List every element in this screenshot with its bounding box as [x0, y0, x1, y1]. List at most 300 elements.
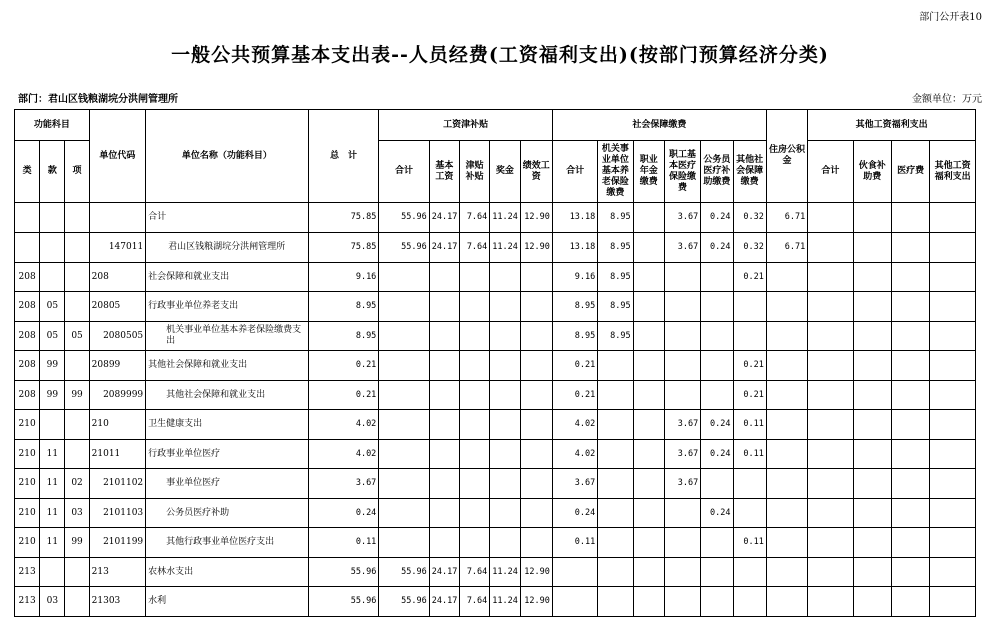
total-cell: 8.95 [308, 292, 379, 322]
sub-header: 其他工资福利支出 [930, 141, 976, 203]
xiang-cell [65, 558, 89, 587]
table-row [15, 233, 976, 263]
lei-header: 类 [15, 141, 40, 203]
annuity-cell [633, 558, 664, 587]
bonus-cell: 11.24 [490, 558, 520, 587]
unit-name-header: 单位名称（功能科目） [146, 110, 309, 203]
sub-header: 绩效工资 [520, 141, 552, 203]
other-social-cell [733, 587, 766, 617]
medical-insurance-cell [664, 558, 700, 587]
lei-cell: 210 [15, 528, 40, 558]
basic-wage-cell [429, 528, 459, 558]
basic-wage-cell: 24.17 [429, 558, 459, 587]
basic-wage-cell: 24.17 [429, 203, 459, 233]
lei-cell: 208 [15, 292, 40, 322]
unit-code-cell: 2101199 [89, 528, 146, 558]
annuity-cell [633, 233, 664, 263]
meal-cell [853, 381, 891, 410]
other-welfare-cell [930, 292, 976, 322]
wage-total-cell: 55.96 [379, 203, 429, 233]
other-total-cell [808, 233, 853, 263]
other-welfare-cell [930, 410, 976, 440]
other-social-cell [733, 322, 766, 351]
civil-medical-cell: 0.24 [701, 203, 733, 233]
medical-insurance-cell [664, 292, 700, 322]
other-total-cell [808, 587, 853, 617]
sub-header: 公务员医疗补助缴费 [701, 141, 733, 203]
sub-header: 津贴补贴 [460, 141, 490, 203]
pension-cell: 8.95 [598, 233, 633, 263]
table-row [15, 381, 976, 410]
meal-cell [853, 203, 891, 233]
housing-fund-cell [766, 351, 807, 381]
allowance-cell [460, 410, 490, 440]
wage-total-cell: 55.96 [379, 233, 429, 263]
table-row [15, 528, 976, 558]
other-social-cell: 0.11 [733, 410, 766, 440]
sub-header: 职业年金缴费 [633, 141, 664, 203]
medical-fee-cell [891, 322, 929, 351]
meal-cell [853, 263, 891, 292]
unit-name-cell: 其他社会保障和就业支出 [146, 351, 309, 381]
civil-medical-cell [701, 351, 733, 381]
kuan-cell [40, 263, 65, 292]
lei-cell: 210 [15, 440, 40, 469]
medical-insurance-cell [664, 587, 700, 617]
func-subject-header: 功能科目 [15, 110, 90, 141]
medical-fee-cell [891, 587, 929, 617]
table-row [15, 263, 976, 292]
pension-cell [598, 410, 633, 440]
medical-fee-cell [891, 469, 929, 499]
annuity-cell [633, 469, 664, 499]
meal-cell [853, 440, 891, 469]
table-row [15, 410, 976, 440]
total-cell: 4.02 [308, 410, 379, 440]
bonus-cell: 11.24 [490, 587, 520, 617]
social-total-cell: 9.16 [552, 263, 597, 292]
performance-wage-cell [520, 263, 552, 292]
social-total-cell: 8.95 [552, 292, 597, 322]
total-cell: 0.21 [308, 351, 379, 381]
unit-name-cell: 卫生健康支出 [146, 410, 309, 440]
wage-total-cell [379, 263, 429, 292]
sub-header: 其他社会保障缴费 [733, 141, 766, 203]
total-cell: 55.96 [308, 587, 379, 617]
pension-cell: 8.95 [598, 203, 633, 233]
pension-cell [598, 499, 633, 528]
annuity-cell [633, 203, 664, 233]
wage-total-cell [379, 499, 429, 528]
wage-total-cell [379, 351, 429, 381]
annuity-cell [633, 263, 664, 292]
unit-name-cell: 机关事业单位基本养老保险缴费支出 [146, 322, 309, 351]
lei-cell: 208 [15, 322, 40, 351]
medical-insurance-cell [664, 499, 700, 528]
unit-name-cell: 君山区钱粮湖垸分洪闸管理所 [146, 233, 309, 263]
kuan-cell: 11 [40, 499, 65, 528]
social-total-cell: 4.02 [552, 440, 597, 469]
table-row [15, 587, 976, 617]
housing-fund-cell [766, 381, 807, 410]
medical-insurance-cell [664, 263, 700, 292]
other-social-cell [733, 469, 766, 499]
civil-medical-cell [701, 292, 733, 322]
other-total-cell [808, 558, 853, 587]
pension-cell [598, 558, 633, 587]
table-body [15, 203, 976, 617]
xiang-cell [65, 587, 89, 617]
other-social-cell: 0.11 [733, 440, 766, 469]
lei-cell: 208 [15, 351, 40, 381]
bonus-cell: 11.24 [490, 233, 520, 263]
other-total-cell [808, 322, 853, 351]
performance-wage-cell [520, 499, 552, 528]
housing-fund-cell [766, 558, 807, 587]
other-welfare-cell [930, 233, 976, 263]
medical-fee-cell [891, 263, 929, 292]
civil-medical-cell [701, 558, 733, 587]
medical-insurance-cell: 3.67 [664, 410, 700, 440]
annuity-cell [633, 587, 664, 617]
lei-cell [15, 203, 40, 233]
medical-fee-cell [891, 203, 929, 233]
medical-fee-cell [891, 440, 929, 469]
wage-allowance-header: 工资津补贴 [379, 110, 553, 141]
meal-cell [853, 587, 891, 617]
other-total-cell [808, 499, 853, 528]
social-total-cell [552, 558, 597, 587]
basic-wage-cell [429, 440, 459, 469]
unit-name-cell: 公务员医疗补助 [146, 499, 309, 528]
wage-total-cell [379, 440, 429, 469]
medical-fee-cell [891, 292, 929, 322]
annuity-cell [633, 440, 664, 469]
other-total-cell [808, 292, 853, 322]
sub-header: 合计 [808, 141, 853, 203]
kuan-cell [40, 410, 65, 440]
performance-wage-cell [520, 528, 552, 558]
medical-insurance-cell: 3.67 [664, 469, 700, 499]
medical-insurance-cell [664, 528, 700, 558]
total-cell: 0.24 [308, 499, 379, 528]
other-welfare-cell [930, 440, 976, 469]
allowance-cell [460, 528, 490, 558]
medical-fee-cell [891, 381, 929, 410]
total-cell: 4.02 [308, 440, 379, 469]
allowance-cell [460, 292, 490, 322]
other-welfare-cell [930, 322, 976, 351]
medical-fee-cell [891, 528, 929, 558]
medical-insurance-cell [664, 322, 700, 351]
sub-header: 基本工资 [429, 141, 459, 203]
pension-cell [598, 351, 633, 381]
other-total-cell [808, 528, 853, 558]
allowance-cell [460, 322, 490, 351]
performance-wage-cell: 12.90 [520, 558, 552, 587]
other-total-cell [808, 381, 853, 410]
social-total-cell [552, 587, 597, 617]
meal-cell [853, 351, 891, 381]
basic-wage-cell [429, 351, 459, 381]
pension-cell [598, 587, 633, 617]
total-header: 总 计 [308, 110, 379, 203]
meal-cell [853, 528, 891, 558]
total-cell: 9.16 [308, 263, 379, 292]
annuity-cell [633, 410, 664, 440]
civil-medical-cell [701, 528, 733, 558]
kuan-cell: 99 [40, 381, 65, 410]
civil-medical-cell [701, 322, 733, 351]
bonus-cell [490, 381, 520, 410]
performance-wage-cell [520, 440, 552, 469]
housing-fund-cell [766, 410, 807, 440]
budget-table [14, 109, 976, 617]
sub-header: 合计 [379, 141, 429, 203]
allowance-cell [460, 263, 490, 292]
performance-wage-cell: 12.90 [520, 587, 552, 617]
allowance-cell: 7.64 [460, 233, 490, 263]
unit-code-cell: 20899 [89, 351, 146, 381]
pension-cell: 8.95 [598, 322, 633, 351]
lei-cell: 213 [15, 558, 40, 587]
pension-cell [598, 440, 633, 469]
social-total-cell: 8.95 [552, 322, 597, 351]
civil-medical-cell: 0.24 [701, 410, 733, 440]
housing-fund-cell [766, 440, 807, 469]
lei-cell [15, 233, 40, 263]
kuan-cell: 05 [40, 292, 65, 322]
housing-fund-cell [766, 499, 807, 528]
kuan-header: 款 [40, 141, 65, 203]
housing-fund-header: 住房公积金 [766, 110, 807, 203]
lei-cell: 208 [15, 263, 40, 292]
wage-total-cell [379, 322, 429, 351]
performance-wage-cell [520, 351, 552, 381]
civil-medical-cell [701, 263, 733, 292]
lei-cell: 210 [15, 410, 40, 440]
kuan-cell [40, 558, 65, 587]
xiang-cell [65, 410, 89, 440]
performance-wage-cell [520, 410, 552, 440]
total-cell: 55.96 [308, 558, 379, 587]
basic-wage-cell: 24.17 [429, 587, 459, 617]
wage-total-cell [379, 528, 429, 558]
social-security-header: 社会保障缴费 [552, 110, 766, 141]
annuity-cell [633, 528, 664, 558]
medical-insurance-cell: 3.67 [664, 440, 700, 469]
bonus-cell [490, 351, 520, 381]
lei-cell: 213 [15, 587, 40, 617]
basic-wage-cell [429, 263, 459, 292]
kuan-cell: 03 [40, 587, 65, 617]
pension-cell: 8.95 [598, 263, 633, 292]
bonus-cell [490, 322, 520, 351]
unit-code-cell: 213 [89, 558, 146, 587]
performance-wage-cell [520, 322, 552, 351]
kuan-cell: 11 [40, 528, 65, 558]
bonus-cell: 11.24 [490, 203, 520, 233]
meal-cell [853, 469, 891, 499]
unit-code-cell: 208 [89, 263, 146, 292]
unit-name-cell: 行政事业单位医疗 [146, 440, 309, 469]
xiang-cell [65, 351, 89, 381]
performance-wage-cell: 12.90 [520, 203, 552, 233]
wage-total-cell [379, 469, 429, 499]
social-total-cell: 13.18 [552, 203, 597, 233]
housing-fund-cell [766, 469, 807, 499]
unit-code-cell: 147011 [89, 233, 146, 263]
xiang-cell: 99 [65, 528, 89, 558]
annuity-cell [633, 499, 664, 528]
basic-wage-cell: 24.17 [429, 233, 459, 263]
other-social-cell [733, 292, 766, 322]
social-total-cell: 0.11 [552, 528, 597, 558]
kuan-cell: 05 [40, 322, 65, 351]
unit-name-cell: 行政事业单位养老支出 [146, 292, 309, 322]
civil-medical-cell: 0.24 [701, 499, 733, 528]
meal-cell [853, 322, 891, 351]
other-welfare-cell [930, 587, 976, 617]
sub-header: 职工基本医疗保险缴费 [664, 141, 700, 203]
unit-code-header: 单位代码 [89, 110, 146, 203]
annuity-cell [633, 322, 664, 351]
table-row [15, 292, 976, 322]
meal-cell [853, 499, 891, 528]
pension-cell [598, 528, 633, 558]
allowance-cell: 7.64 [460, 587, 490, 617]
other-welfare-cell [930, 351, 976, 381]
housing-fund-cell [766, 322, 807, 351]
civil-medical-cell [701, 469, 733, 499]
other-social-cell: 0.32 [733, 203, 766, 233]
other-total-cell [808, 203, 853, 233]
allowance-cell [460, 440, 490, 469]
housing-fund-cell: 6.71 [766, 233, 807, 263]
medical-fee-cell [891, 558, 929, 587]
medical-fee-cell [891, 410, 929, 440]
department-label: 部门：君山区钱粮湖垸分洪闸管理所 [18, 94, 178, 105]
allowance-cell [460, 381, 490, 410]
pension-cell [598, 381, 633, 410]
other-total-cell [808, 469, 853, 499]
other-welfare-cell [930, 263, 976, 292]
pension-cell [598, 469, 633, 499]
performance-wage-cell: 12.90 [520, 233, 552, 263]
total-cell: 0.21 [308, 381, 379, 410]
social-total-cell: 4.02 [552, 410, 597, 440]
other-social-cell: 0.32 [733, 233, 766, 263]
kuan-cell: 99 [40, 351, 65, 381]
medical-fee-cell [891, 351, 929, 381]
unit-code-cell: 210 [89, 410, 146, 440]
unit-name-cell: 合计 [146, 203, 309, 233]
xiang-cell [65, 203, 89, 233]
unit-code-cell: 21303 [89, 587, 146, 617]
xiang-cell [65, 440, 89, 469]
medical-insurance-cell: 3.67 [664, 233, 700, 263]
allowance-cell [460, 469, 490, 499]
pension-cell: 8.95 [598, 292, 633, 322]
basic-wage-cell [429, 381, 459, 410]
unit-code-cell: 20805 [89, 292, 146, 322]
civil-medical-cell [701, 381, 733, 410]
allowance-cell [460, 351, 490, 381]
wage-total-cell [379, 292, 429, 322]
other-welfare-cell [930, 528, 976, 558]
basic-wage-cell [429, 322, 459, 351]
medical-insurance-cell [664, 381, 700, 410]
allowance-cell: 7.64 [460, 203, 490, 233]
lei-cell: 208 [15, 381, 40, 410]
social-total-cell: 0.21 [552, 351, 597, 381]
other-welfare-cell [930, 203, 976, 233]
housing-fund-cell: 6.71 [766, 203, 807, 233]
other-social-cell [733, 558, 766, 587]
civil-medical-cell: 0.24 [701, 233, 733, 263]
meal-cell [853, 558, 891, 587]
wage-total-cell [379, 381, 429, 410]
table-row [15, 322, 976, 351]
unit-name-cell: 其他社会保障和就业支出 [146, 381, 309, 410]
table-row [15, 203, 976, 233]
bonus-cell [490, 528, 520, 558]
housing-fund-cell [766, 292, 807, 322]
table-row [15, 351, 976, 381]
performance-wage-cell [520, 292, 552, 322]
xiang-cell: 02 [65, 469, 89, 499]
unit-name-cell: 社会保障和就业支出 [146, 263, 309, 292]
unit-code-cell: 2089999 [89, 381, 146, 410]
lei-cell: 210 [15, 469, 40, 499]
annuity-cell [633, 381, 664, 410]
unit-code-cell: 21011 [89, 440, 146, 469]
xiang-cell: 03 [65, 499, 89, 528]
other-total-cell [808, 440, 853, 469]
kuan-cell: 11 [40, 440, 65, 469]
social-total-cell: 0.21 [552, 381, 597, 410]
amount-unit-label: 金额单位：万元 [912, 94, 982, 105]
unit-code-cell: 2080505 [89, 322, 146, 351]
social-total-cell: 13.18 [552, 233, 597, 263]
unit-code-cell [89, 203, 146, 233]
xiang-header: 项 [65, 141, 89, 203]
wage-total-cell: 55.96 [379, 558, 429, 587]
other-social-cell: 0.21 [733, 263, 766, 292]
civil-medical-cell [701, 587, 733, 617]
other-total-cell [808, 351, 853, 381]
performance-wage-cell [520, 469, 552, 499]
other-social-cell: 0.21 [733, 381, 766, 410]
other-total-cell [808, 410, 853, 440]
sub-header: 机关事业单位基本养老保险缴费 [598, 141, 633, 203]
other-social-cell: 0.11 [733, 528, 766, 558]
social-total-cell: 3.67 [552, 469, 597, 499]
total-cell: 0.11 [308, 528, 379, 558]
meal-cell [853, 292, 891, 322]
wage-total-cell [379, 410, 429, 440]
unit-name-cell: 其他行政事业单位医疗支出 [146, 528, 309, 558]
kuan-cell [40, 203, 65, 233]
basic-wage-cell [429, 469, 459, 499]
table-row [15, 499, 976, 528]
bonus-cell [490, 410, 520, 440]
sub-header: 合计 [552, 141, 597, 203]
sub-header: 医疗费 [891, 141, 929, 203]
unit-name-cell: 事业单位医疗 [146, 469, 309, 499]
table-row [15, 469, 976, 499]
total-cell: 75.85 [308, 233, 379, 263]
